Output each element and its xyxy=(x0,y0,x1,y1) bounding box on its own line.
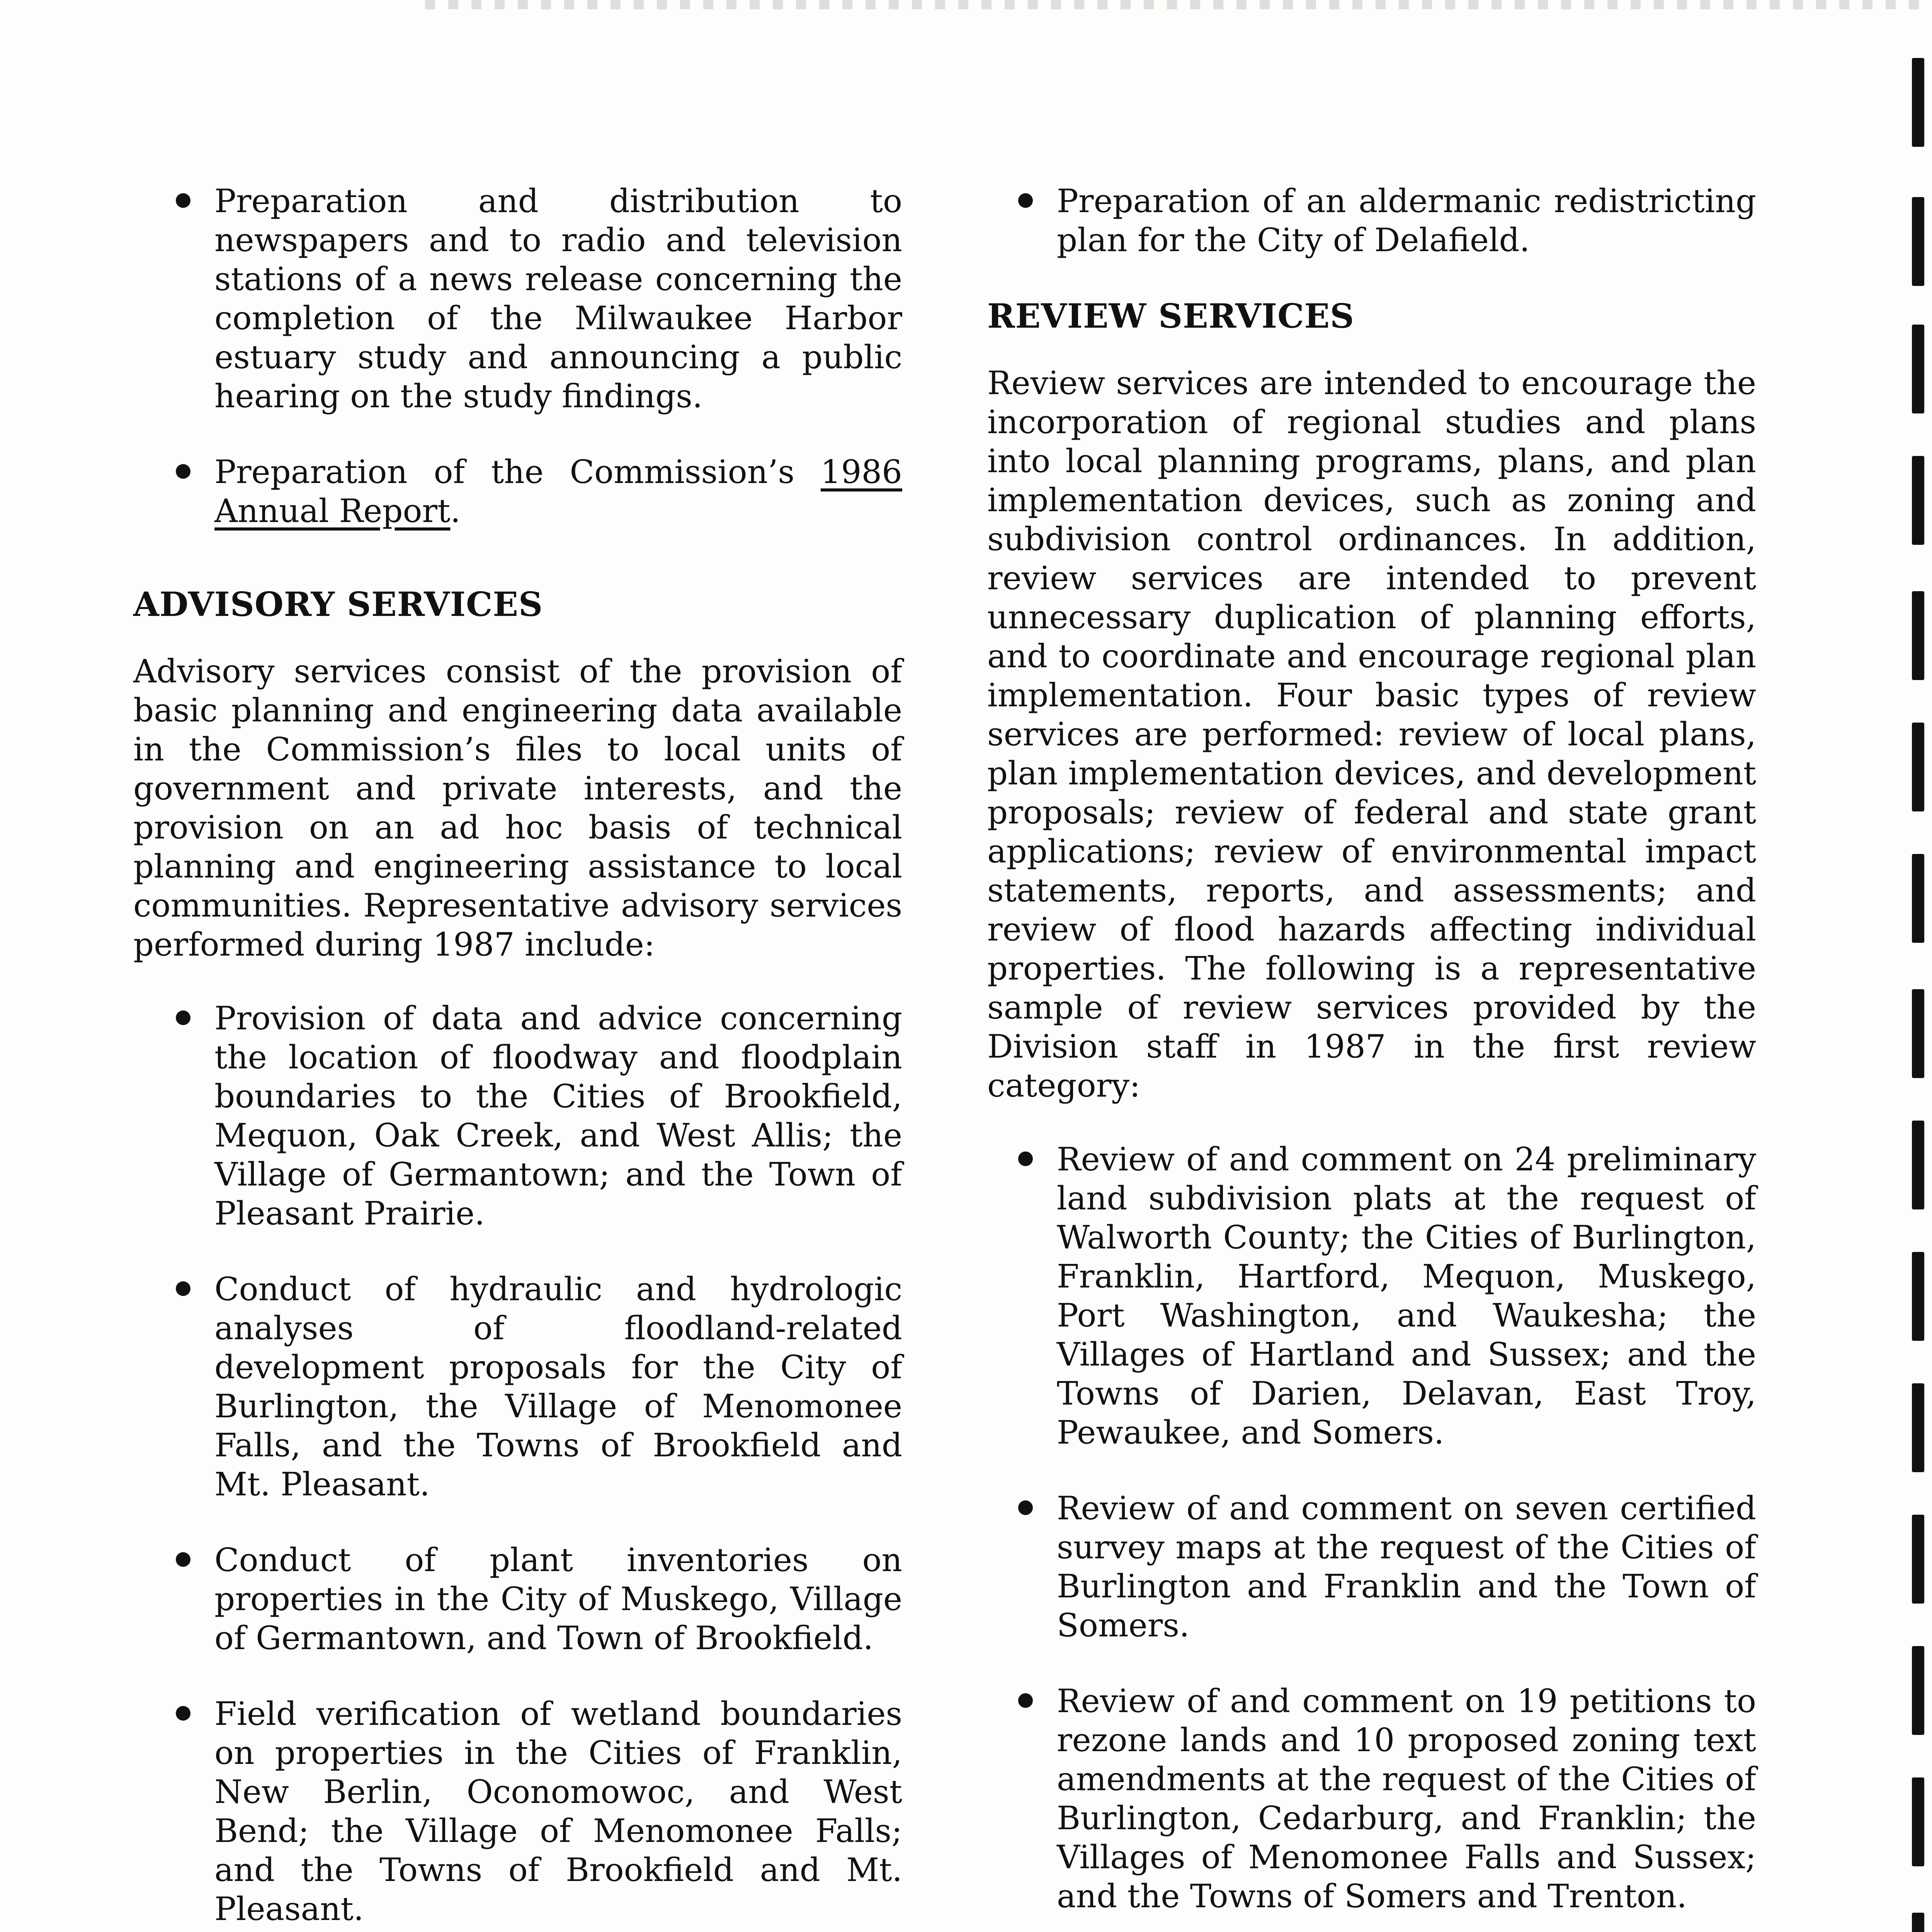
bullet-icon xyxy=(176,193,190,208)
binding-mark xyxy=(1912,58,1924,147)
binding-mark xyxy=(1912,1646,1924,1735)
binding-mark xyxy=(1912,1777,1924,1866)
binding-mark xyxy=(1912,197,1924,286)
binding-mark xyxy=(1912,325,1924,413)
list-item xyxy=(987,1682,1756,1916)
list-item-annual-report xyxy=(145,452,902,531)
list-item xyxy=(145,1541,902,1658)
bullet-text: Review of and comment on 19 petitions to rezone lands and 10 proposed zoning text amendments at the request of the Cities of Burlington, Cedarburg, and Franklin; the Villages of Menomonee Falls and Sussex; and the Towns of Somers and Trenton. xyxy=(1057,1682,1756,1915)
binding-mark xyxy=(1912,989,1924,1078)
binding-mark xyxy=(1912,591,1924,680)
left-column xyxy=(133,182,902,1932)
list-item xyxy=(145,182,902,416)
review-services-paragraph: Review services are intended to encourage the incorporation of regional studies and plans into local planning programs, plans, and plan implementation devices, such as zoning and subdivision control ordinances. In addition, review services are intended to prevent unnecessary duplication of planning efforts, and to coordinate and encourage regional plan implementation. Four basic types of review services are performed: review of local plans, plan implementation devices, and development proposals; review of federal and state grant applications; review of environmental impact statements, reports, and assessments; and review of flood hazards affecting individual properties. The following is a representative sample of review services provided by the Division staff in 1987 in the first review category: xyxy=(987,364,1756,1104)
review-services-heading: REVIEW SERVICES xyxy=(987,297,1355,336)
bullet-icon xyxy=(176,1552,190,1567)
binding-mark xyxy=(1912,1383,1924,1472)
binding-mark xyxy=(1912,456,1924,545)
list-item xyxy=(987,182,1756,260)
bullet-icon xyxy=(1018,1693,1033,1708)
bullet-icon xyxy=(176,1706,190,1721)
bullet-text: Review of and comment on 24 preliminary land subdivision plats at the request of Walworth County; the Cities of Burlington, Franklin, Hartford, Mequon, Muskego, Port Washington, and Waukesha; the Villages of Hartland and Sussex; and the Towns of Darien, Delavan, East Troy, Pewaukee, and Somers. xyxy=(1057,1141,1756,1451)
binding-mark xyxy=(1912,1252,1924,1341)
list-item xyxy=(987,1489,1756,1645)
bullet-text-prefix: Preparation of the Commission’s xyxy=(214,453,821,491)
bullet-text: Provision of data and advice concerning the location of floodway and floodplain boundaries to the Cities of Brookfield, Mequon, Oak Creek, and West Allis; the Village of Germantown; and the Town of Pleasant Prairie. xyxy=(214,1000,902,1232)
bullet-icon xyxy=(1018,1500,1033,1515)
binding-mark xyxy=(1912,1515,1924,1604)
binding-mark xyxy=(1912,1121,1924,1209)
bullet-icon xyxy=(1018,1151,1033,1166)
list-item xyxy=(987,1140,1756,1452)
bullet-text: Review of and comment on seven certified survey maps at the request of the Cities of Burlington and Franklin and the Town of Somers. xyxy=(1057,1490,1756,1644)
advisory-services-heading: ADVISORY SERVICES xyxy=(133,585,543,624)
bullet-icon xyxy=(176,1281,190,1296)
bullet-text: Preparation of an aldermanic redistricting plan for the City of Delafield. xyxy=(1057,182,1756,259)
right-column xyxy=(987,182,1756,1932)
binding-mark xyxy=(1912,723,1924,811)
bullet-text: Conduct of hydraulic and hydrologic analyses of floodland-related development proposals for the City of Burlington, the Village of Menomonee Falls, and the Towns of Brookfield and Mt. Pleasant. xyxy=(214,1270,902,1503)
binding-mark xyxy=(1912,854,1924,943)
list-item xyxy=(145,1694,902,1929)
bullet-icon xyxy=(176,464,190,479)
bullet-icon xyxy=(176,1010,190,1025)
advisory-bullets xyxy=(145,999,902,1932)
bullet-text-suffix: . xyxy=(450,492,461,530)
list-item xyxy=(145,999,902,1233)
left-top-bullets xyxy=(145,182,902,531)
bullet-text: Conduct of plant inventories on properties in the City of Muskego, Village of Germantown, and Town of Brookfield. xyxy=(214,1541,902,1657)
advisory-services-paragraph: Advisory services consist of the provision of basic planning and engineering data available in the Commission’s files to local units of government and private interests, and the provision on an ad hoc basis of technical planning and engineering assistance to local communities. Representative advisory services performed during 1987 include: xyxy=(133,653,902,963)
review-bullets xyxy=(987,1140,1756,1932)
binding-marks xyxy=(1905,46,1932,1932)
bullet-text: Preparation and distribution to newspapers and to radio and television stations of a news release concerning the completion of the Milwaukee Harbor estuary study and announcing a public hearing on the study findings. xyxy=(214,182,902,415)
bullet-text: Field verification of wetland boundaries on properties in the Cities of Franklin, New Berlin, Oconomowoc, and West Bend; the Village of Menomonee Falls; and the Towns of Brookfield and Mt. Pleasant. xyxy=(214,1695,902,1928)
scan-artifact-band xyxy=(425,0,1932,9)
right-top-bullets xyxy=(987,182,1756,260)
binding-mark xyxy=(1912,1913,1924,1932)
annual-report-title: 1986 Annual Report xyxy=(214,453,902,530)
bullet-icon xyxy=(1018,193,1033,208)
list-item xyxy=(145,1270,902,1504)
